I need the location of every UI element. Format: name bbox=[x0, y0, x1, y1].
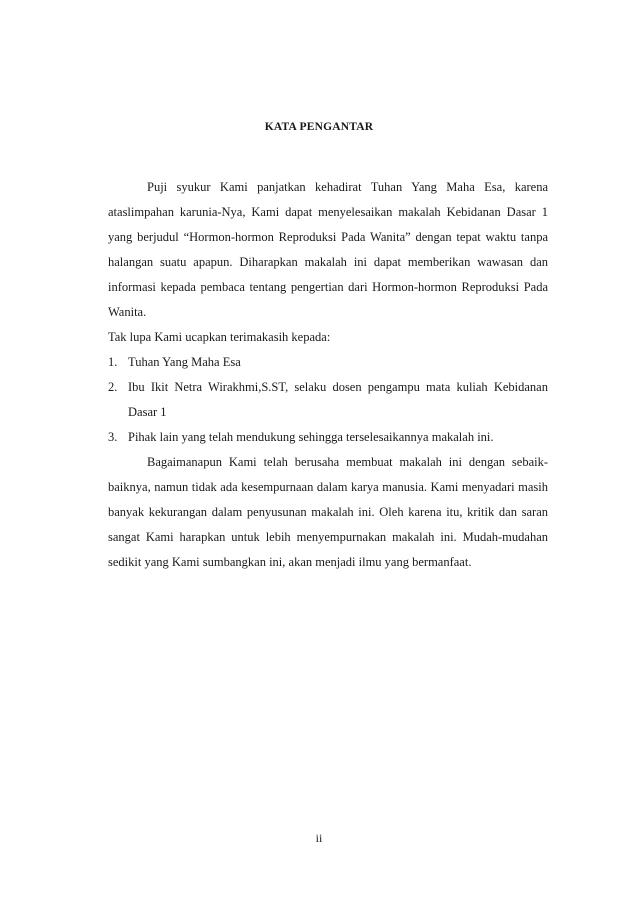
list-number: 1. bbox=[108, 355, 118, 369]
page-title: KATA PENGANTAR bbox=[264, 121, 374, 133]
list-text: Pihak lain yang telah mendukung sehingga terselesaikannya makalah ini. bbox=[128, 430, 494, 444]
list-item bbox=[108, 425, 548, 450]
page-number: ii bbox=[315, 831, 323, 845]
closing-paragraph: Bagaimanapun Kami telah berusaha membuat makalah ini dengan sebaik-baiknya, namun tidak ada kesempurnaan dalam karya manusia. Kami menyadari masih banyak kekurangan dalam penyusunan makalah ini. Oleh karena itu, kritik dan saran sangat Kami harapkan untuk lebih menyempurnakan makalah ini. Mudah-mudahan sedikit yang Kami sumbangkan ini, akan menjadi ilmu yang bermanfaat. bbox=[108, 455, 548, 569]
intro-paragraph: Puji syukur Kami panjatkan kehadirat Tuhan Yang Maha Esa, karena ataslimpahan karunia-Nya, Kami dapat menyelesaikan makalah Kebidanan Dasar 1 yang berjudul “Hormon-hormon Reproduksi Pada Wanita” dengan tepat waktu tanpa halangan suatu apapun. Diharapkan makalah ini dapat memberikan wawasan dan informasi kepada pembaca tentang pengertian dari Hormon-hormon Reproduksi Pada Wanita. bbox=[108, 180, 548, 319]
list-number: 2. bbox=[108, 380, 118, 394]
thanks-paragraph: Tak lupa Kami ucapkan terimakasih kepada: bbox=[108, 330, 331, 344]
list-text: Ibu Ikit Netra Wirakhmi,S.ST, selaku dosen pengampu mata kuliah Kebidanan Dasar 1 bbox=[128, 380, 548, 419]
list-number: 3. bbox=[108, 430, 118, 444]
list-text: Tuhan Yang Maha Esa bbox=[128, 355, 241, 369]
acknowledgement-list bbox=[108, 350, 548, 450]
list-item bbox=[108, 350, 548, 375]
list-item bbox=[108, 375, 548, 425]
document-body bbox=[108, 175, 548, 575]
